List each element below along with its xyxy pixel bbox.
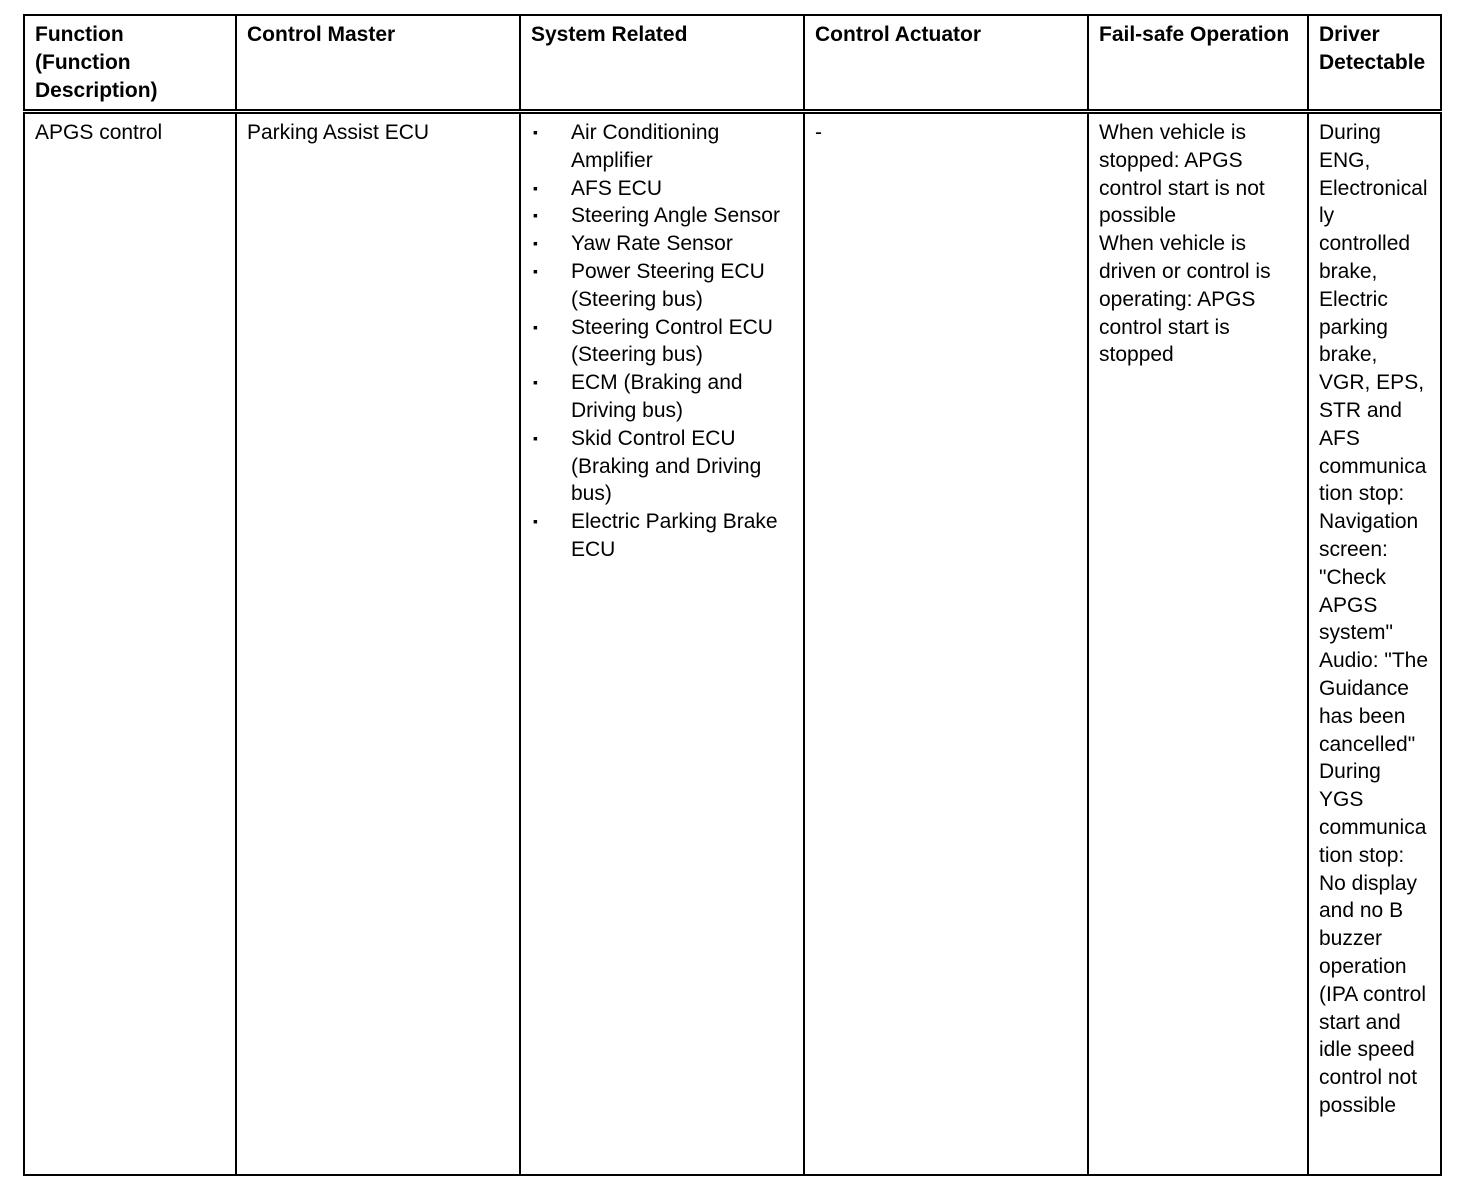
cell-control-actuator: - bbox=[804, 112, 1088, 1176]
bullet-icon: ▪ bbox=[533, 207, 538, 224]
bullet-icon: ▪ bbox=[533, 374, 538, 391]
bullet-icon: ▪ bbox=[533, 124, 538, 140]
header-driver-detectable: Driver Detectable bbox=[1308, 15, 1441, 112]
header-row bbox=[24, 15, 1441, 112]
header-system-related: System Related bbox=[520, 15, 804, 112]
bullet-icon: ▪ bbox=[533, 513, 538, 530]
header-control-master: Control Master bbox=[236, 15, 520, 112]
list-item: ▪ Electric Parking Brake ECU bbox=[533, 510, 778, 561]
driver-detectable-text: During ENG, Electronically controlled brake, Electric parking brake, VGR, EPS, STR and AFS communication stop: Navigation screen: "Check APGS system" Audio: "The Guidance has been cancelled" During YGS communication stop: No display and no B buzzer operation (IPA control start and idle speed control not possible bbox=[1319, 121, 1429, 1117]
cell-fail-safe-operation bbox=[1088, 112, 1308, 1176]
list-item: ▪ Air Conditioning Amplifier bbox=[533, 121, 720, 172]
header-fail-safe-operation: Fail-safe Operation bbox=[1088, 15, 1308, 112]
bullet-icon: ▪ bbox=[533, 318, 538, 335]
fail-safe-line: When vehicle is driven or control is operating: APGS control start is stopped bbox=[1099, 232, 1271, 367]
bullet-icon: ▪ bbox=[533, 179, 538, 196]
list-item: ▪ AFS ECU bbox=[531, 175, 793, 203]
header-control-actuator: Control Actuator bbox=[804, 15, 1088, 112]
table-row bbox=[24, 112, 1441, 1176]
cell-control-master: Parking Assist ECU bbox=[236, 112, 520, 1176]
bullet-icon: ▪ bbox=[533, 262, 538, 279]
list-item: ▪ Power Steering ECU (Steering bus) bbox=[533, 259, 765, 311]
list-item: ▪ Skid Control ECU (Braking and Driving bus) bbox=[533, 426, 762, 506]
list-item: ▪ Steering Angle Sensor bbox=[531, 202, 793, 230]
header-function: Function (Function Description) bbox=[24, 15, 236, 112]
cell-system-related bbox=[520, 112, 804, 1176]
function-table bbox=[23, 14, 1442, 1176]
bullet-icon: ▪ bbox=[533, 235, 538, 252]
list-item: ▪ ECM (Braking and Driving bus) bbox=[533, 371, 743, 422]
fail-safe-line: When vehicle is stopped: APGS control start is not possible bbox=[1099, 121, 1265, 228]
list-item: ▪ Steering Control ECU (Steering bus) bbox=[533, 315, 773, 367]
bullet-icon: ▪ bbox=[533, 429, 538, 446]
system-related-list bbox=[531, 119, 793, 564]
cell-driver-detectable bbox=[1308, 112, 1441, 1176]
cell-function: APGS control bbox=[24, 112, 236, 1176]
list-item: ▪ Yaw Rate Sensor bbox=[531, 230, 793, 258]
